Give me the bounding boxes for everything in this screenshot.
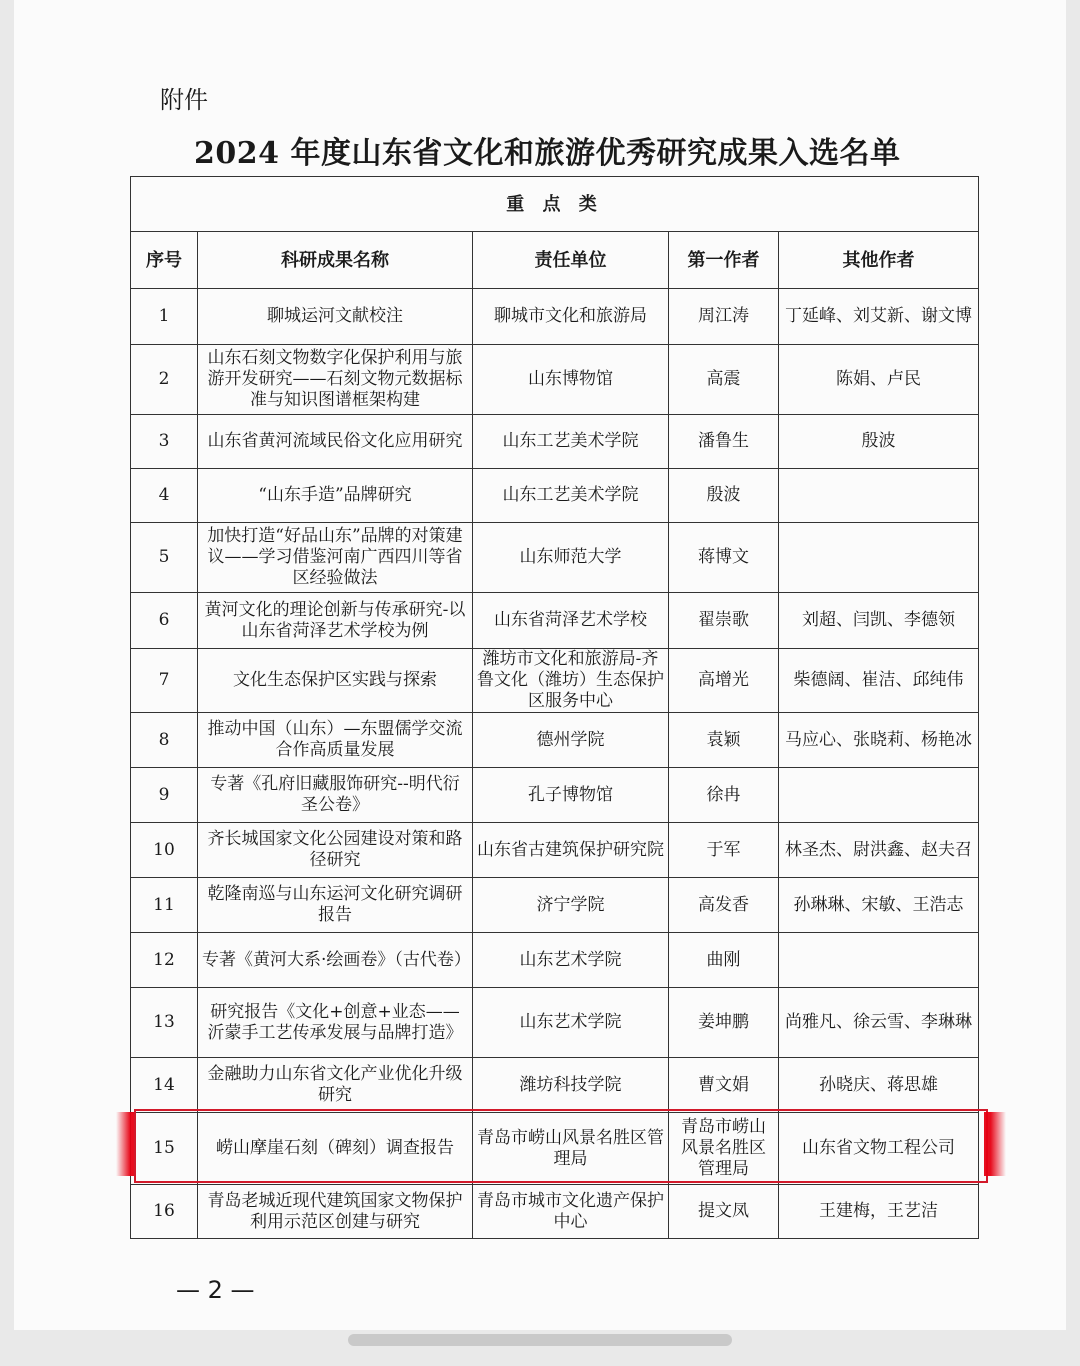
category-title: 重 点 类 [131,177,979,232]
header-row [131,232,979,289]
row-other-authors: 王建梅，王艺洁 [779,1185,979,1239]
row-index: 14 [131,1058,198,1113]
row-other-authors: 尚雅凡、徐云雪、李琳琳 [779,988,979,1058]
row-index: 12 [131,933,198,988]
row-unit: 济宁学院 [473,878,669,933]
header-name: 科研成果名称 [198,232,473,289]
table-row [131,878,979,933]
row-name: 聊城运河文献校注 [198,289,473,345]
row-name: 齐长城国家文化公园建设对策和路径研究 [198,823,473,878]
table-row-highlighted [131,1113,979,1185]
row-index: 15 [131,1113,198,1185]
row-first-author: 姜坤鹏 [669,988,779,1058]
row-unit: 山东艺术学院 [473,933,669,988]
row-unit: 聊城市文化和旅游局 [473,289,669,345]
table-row [131,988,979,1058]
results-table [130,176,979,1239]
row-first-author: 殷波 [669,469,779,523]
row-name: 专著《孔府旧藏服饰研究--明代衍圣公卷》 [198,768,473,823]
category-row [131,177,979,232]
row-first-author: 曹文娟 [669,1058,779,1113]
row-name: 山东石刻文物数字化保护利用与旅游开发研究——石刻文物元数据标准与知识图谱框架构建 [198,345,473,415]
row-unit: 青岛市城市文化遗产保护中心 [473,1185,669,1239]
row-other-authors: 陈娟、卢民 [779,345,979,415]
table-row [131,823,979,878]
table-row [131,1058,979,1113]
row-index: 1 [131,289,198,345]
row-name: 专著《黄河大系·绘画卷》（古代卷） [198,933,473,988]
row-name: 黄河文化的理论创新与传承研究-以山东省菏泽艺术学校为例 [198,593,473,649]
row-name: 推动中国（山东）—东盟儒学交流合作高质量发展 [198,713,473,768]
row-index: 2 [131,345,198,415]
row-name: 山东省黄河流域民俗文化应用研究 [198,415,473,469]
row-name: 崂山摩崖石刻（碑刻）调查报告 [198,1113,473,1185]
row-first-author: 周江涛 [669,289,779,345]
table-row [131,768,979,823]
row-index: 6 [131,593,198,649]
row-first-author: 高震 [669,345,779,415]
row-first-author: 于军 [669,823,779,878]
row-other-authors: 柴德阔、崔洁、邱纯伟 [779,649,979,713]
row-index: 10 [131,823,198,878]
table-row [131,289,979,345]
page-title: 2024 年度山东省文化和旅游优秀研究成果入选名单 [194,136,901,171]
row-other-authors: 林圣杰、尉洪鑫、赵夫召 [779,823,979,878]
row-name: 文化生态保护区实践与探索 [198,649,473,713]
row-other-authors: 马应心、张晓莉、杨艳冰 [779,713,979,768]
row-index: 7 [131,649,198,713]
row-name: “山东手造”品牌研究 [198,469,473,523]
highlight-marker-right [984,1112,1006,1176]
table-row [131,713,979,768]
row-name: 金融助力山东省文化产业优化升级研究 [198,1058,473,1113]
row-index: 4 [131,469,198,523]
page-number: — 2 — [176,1276,255,1304]
row-unit: 潍坊市文化和旅游局-齐鲁文化（潍坊）生态保护区服务中心 [473,649,669,713]
row-unit: 德州学院 [473,713,669,768]
row-index: 3 [131,415,198,469]
table-row [131,593,979,649]
header-index: 序号 [131,232,198,289]
attachment-label: 附件 [160,86,208,114]
row-unit: 山东艺术学院 [473,988,669,1058]
table-row [131,415,979,469]
table-row [131,469,979,523]
row-unit: 孔子博物馆 [473,768,669,823]
table-row [131,345,979,415]
row-index: 11 [131,878,198,933]
row-unit: 山东师范大学 [473,523,669,593]
row-first-author: 曲刚 [669,933,779,988]
row-other-authors [779,933,979,988]
row-other-authors [779,768,979,823]
row-name: 研究报告《文化+创意+业态——沂蒙手工艺传承发展与品牌打造》 [198,988,473,1058]
row-first-author: 蒋博文 [669,523,779,593]
row-index: 16 [131,1185,198,1239]
row-unit: 山东工艺美术学院 [473,469,669,523]
horizontal-scrollbar[interactable] [348,1334,732,1346]
table-row [131,523,979,593]
row-other-authors [779,523,979,593]
table-row [131,649,979,713]
row-other-authors: 山东省文物工程公司 [779,1113,979,1185]
row-first-author: 徐冉 [669,768,779,823]
row-first-author: 袁颖 [669,713,779,768]
row-index: 13 [131,988,198,1058]
row-index: 5 [131,523,198,593]
row-other-authors [779,469,979,523]
row-unit: 山东工艺美术学院 [473,415,669,469]
row-index: 9 [131,768,198,823]
row-name: 青岛老城近现代建筑国家文物保护利用示范区创建与研究 [198,1185,473,1239]
row-name: 加快打造“好品山东”品牌的对策建议——学习借鉴河南广西四川等省区经验做法 [198,523,473,593]
header-other-authors: 其他作者 [779,232,979,289]
row-other-authors: 孙晓庆、蒋思雄 [779,1058,979,1113]
row-unit: 山东省菏泽艺术学校 [473,593,669,649]
row-index: 8 [131,713,198,768]
row-first-author: 青岛市崂山风景名胜区管理局 [669,1113,779,1185]
row-first-author: 潘鲁生 [669,415,779,469]
header-first-author: 第一作者 [669,232,779,289]
row-unit: 山东博物馆 [473,345,669,415]
row-other-authors: 殷波 [779,415,979,469]
table-row [131,933,979,988]
highlight-marker-left [116,1112,136,1176]
row-other-authors: 刘超、闫凯、李德领 [779,593,979,649]
header-unit: 责任单位 [473,232,669,289]
row-unit: 青岛市崂山风景名胜区管理局 [473,1113,669,1185]
row-other-authors: 丁延峰、刘艾新、谢文博 [779,289,979,345]
row-first-author: 高发香 [669,878,779,933]
row-unit: 山东省古建筑保护研究院 [473,823,669,878]
row-name: 乾隆南巡与山东运河文化研究调研报告 [198,878,473,933]
row-first-author: 翟崇歌 [669,593,779,649]
row-first-author: 高增光 [669,649,779,713]
row-first-author: 提文凤 [669,1185,779,1239]
table-row [131,1185,979,1239]
row-other-authors: 孙琳琳、宋敏、王浩志 [779,878,979,933]
row-unit: 潍坊科技学院 [473,1058,669,1113]
